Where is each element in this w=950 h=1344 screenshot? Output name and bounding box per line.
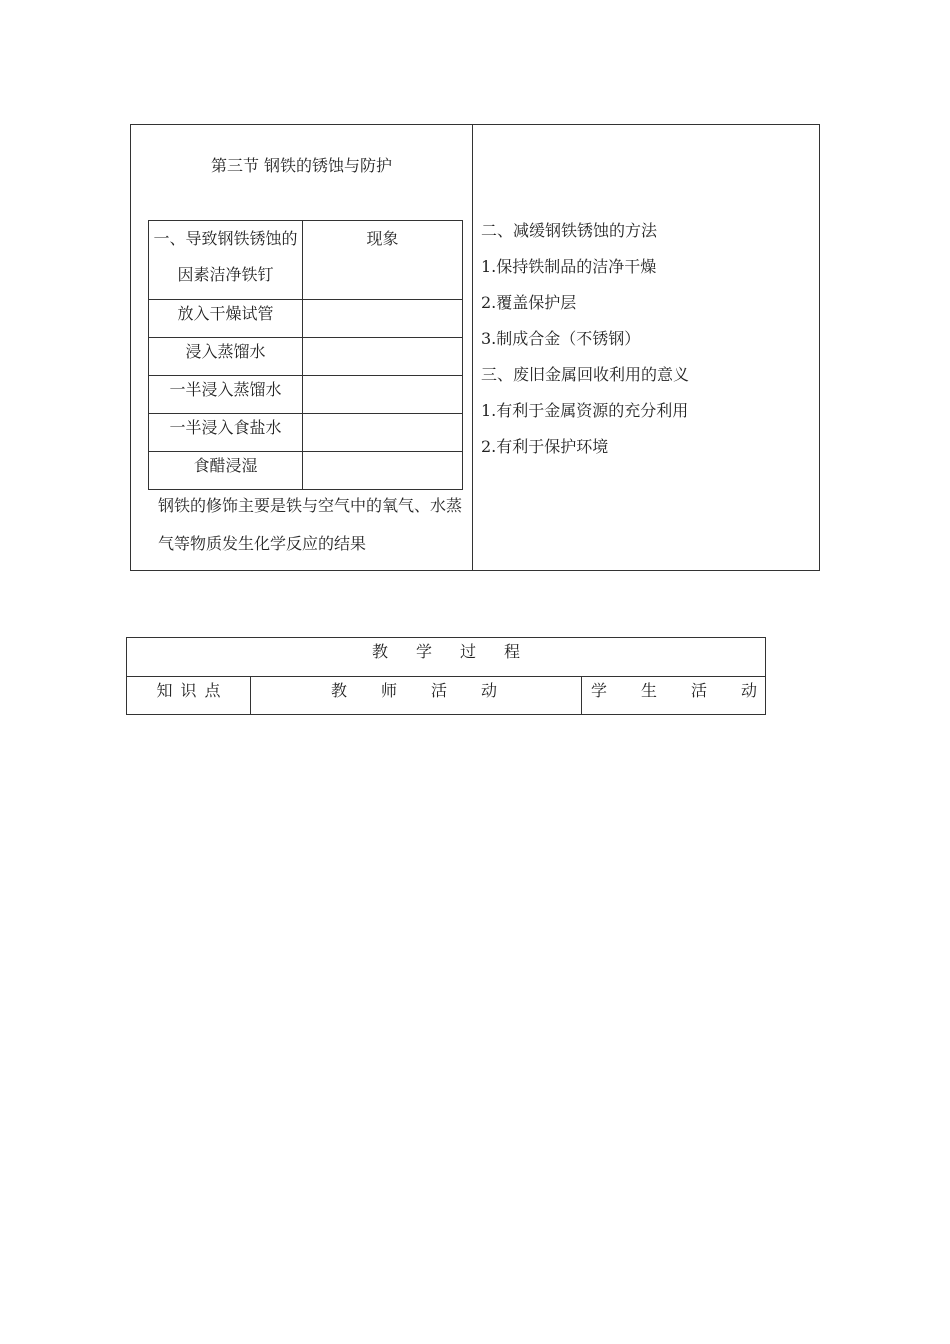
phenomenon-cell — [303, 414, 463, 452]
table-row — [149, 376, 463, 414]
condition-cell: 放入干燥试管 — [149, 300, 303, 338]
column-student-activity: 学生活动 — [591, 681, 792, 700]
teaching-process-table — [126, 637, 792, 715]
column-teacher-activity: 教师活动 — [250, 677, 582, 715]
note-line: 2.有利于保护环境 — [481, 437, 609, 456]
table-row — [149, 452, 463, 490]
condition-cell: 一半浸入蒸馏水 — [149, 376, 303, 414]
phenomenon-cell — [303, 300, 463, 338]
right-notes — [481, 213, 689, 465]
note-line: 1.保持铁制品的洁净干燥 — [481, 257, 657, 276]
phenomenon-cell — [303, 452, 463, 490]
note-line: 2.覆盖保护层 — [481, 293, 577, 312]
lesson-summary-table — [130, 124, 820, 571]
lesson-title: 第三节 钢铁的锈蚀与防护 — [210, 156, 393, 175]
note-line: 3.制成合金（不锈钢） — [481, 329, 641, 348]
note-line: 1.有利于金属资源的充分利用 — [481, 401, 689, 420]
table-row — [149, 414, 463, 452]
header-factors: 一、导致钢铁锈蚀的因素洁净铁钉 — [149, 221, 303, 300]
process-title: 教学过程 — [127, 638, 765, 677]
column-knowledge-point: 知识点 — [156, 681, 229, 700]
table-header-row — [149, 221, 463, 300]
condition-cell: 浸入蒸馏水 — [149, 338, 303, 376]
column-divider — [472, 125, 473, 570]
note-line: 二、减缓钢铁锈蚀的方法 — [481, 221, 658, 240]
note-line: 三、废旧金属回收利用的意义 — [481, 365, 690, 384]
phenomenon-cell — [303, 376, 463, 414]
header-phenomenon: 现象 — [303, 221, 463, 300]
rust-conclusion: 钢铁的修饰主要是铁与空气中的氧气、水蒸气等物质发生化学反应的结果 — [158, 496, 463, 553]
phenomenon-cell — [303, 338, 463, 376]
table-row — [149, 300, 463, 338]
table-row — [149, 338, 463, 376]
experiment-table — [148, 220, 463, 490]
condition-cell: 一半浸入食盐水 — [149, 414, 303, 452]
condition-cell: 食醋浸湿 — [149, 452, 303, 490]
